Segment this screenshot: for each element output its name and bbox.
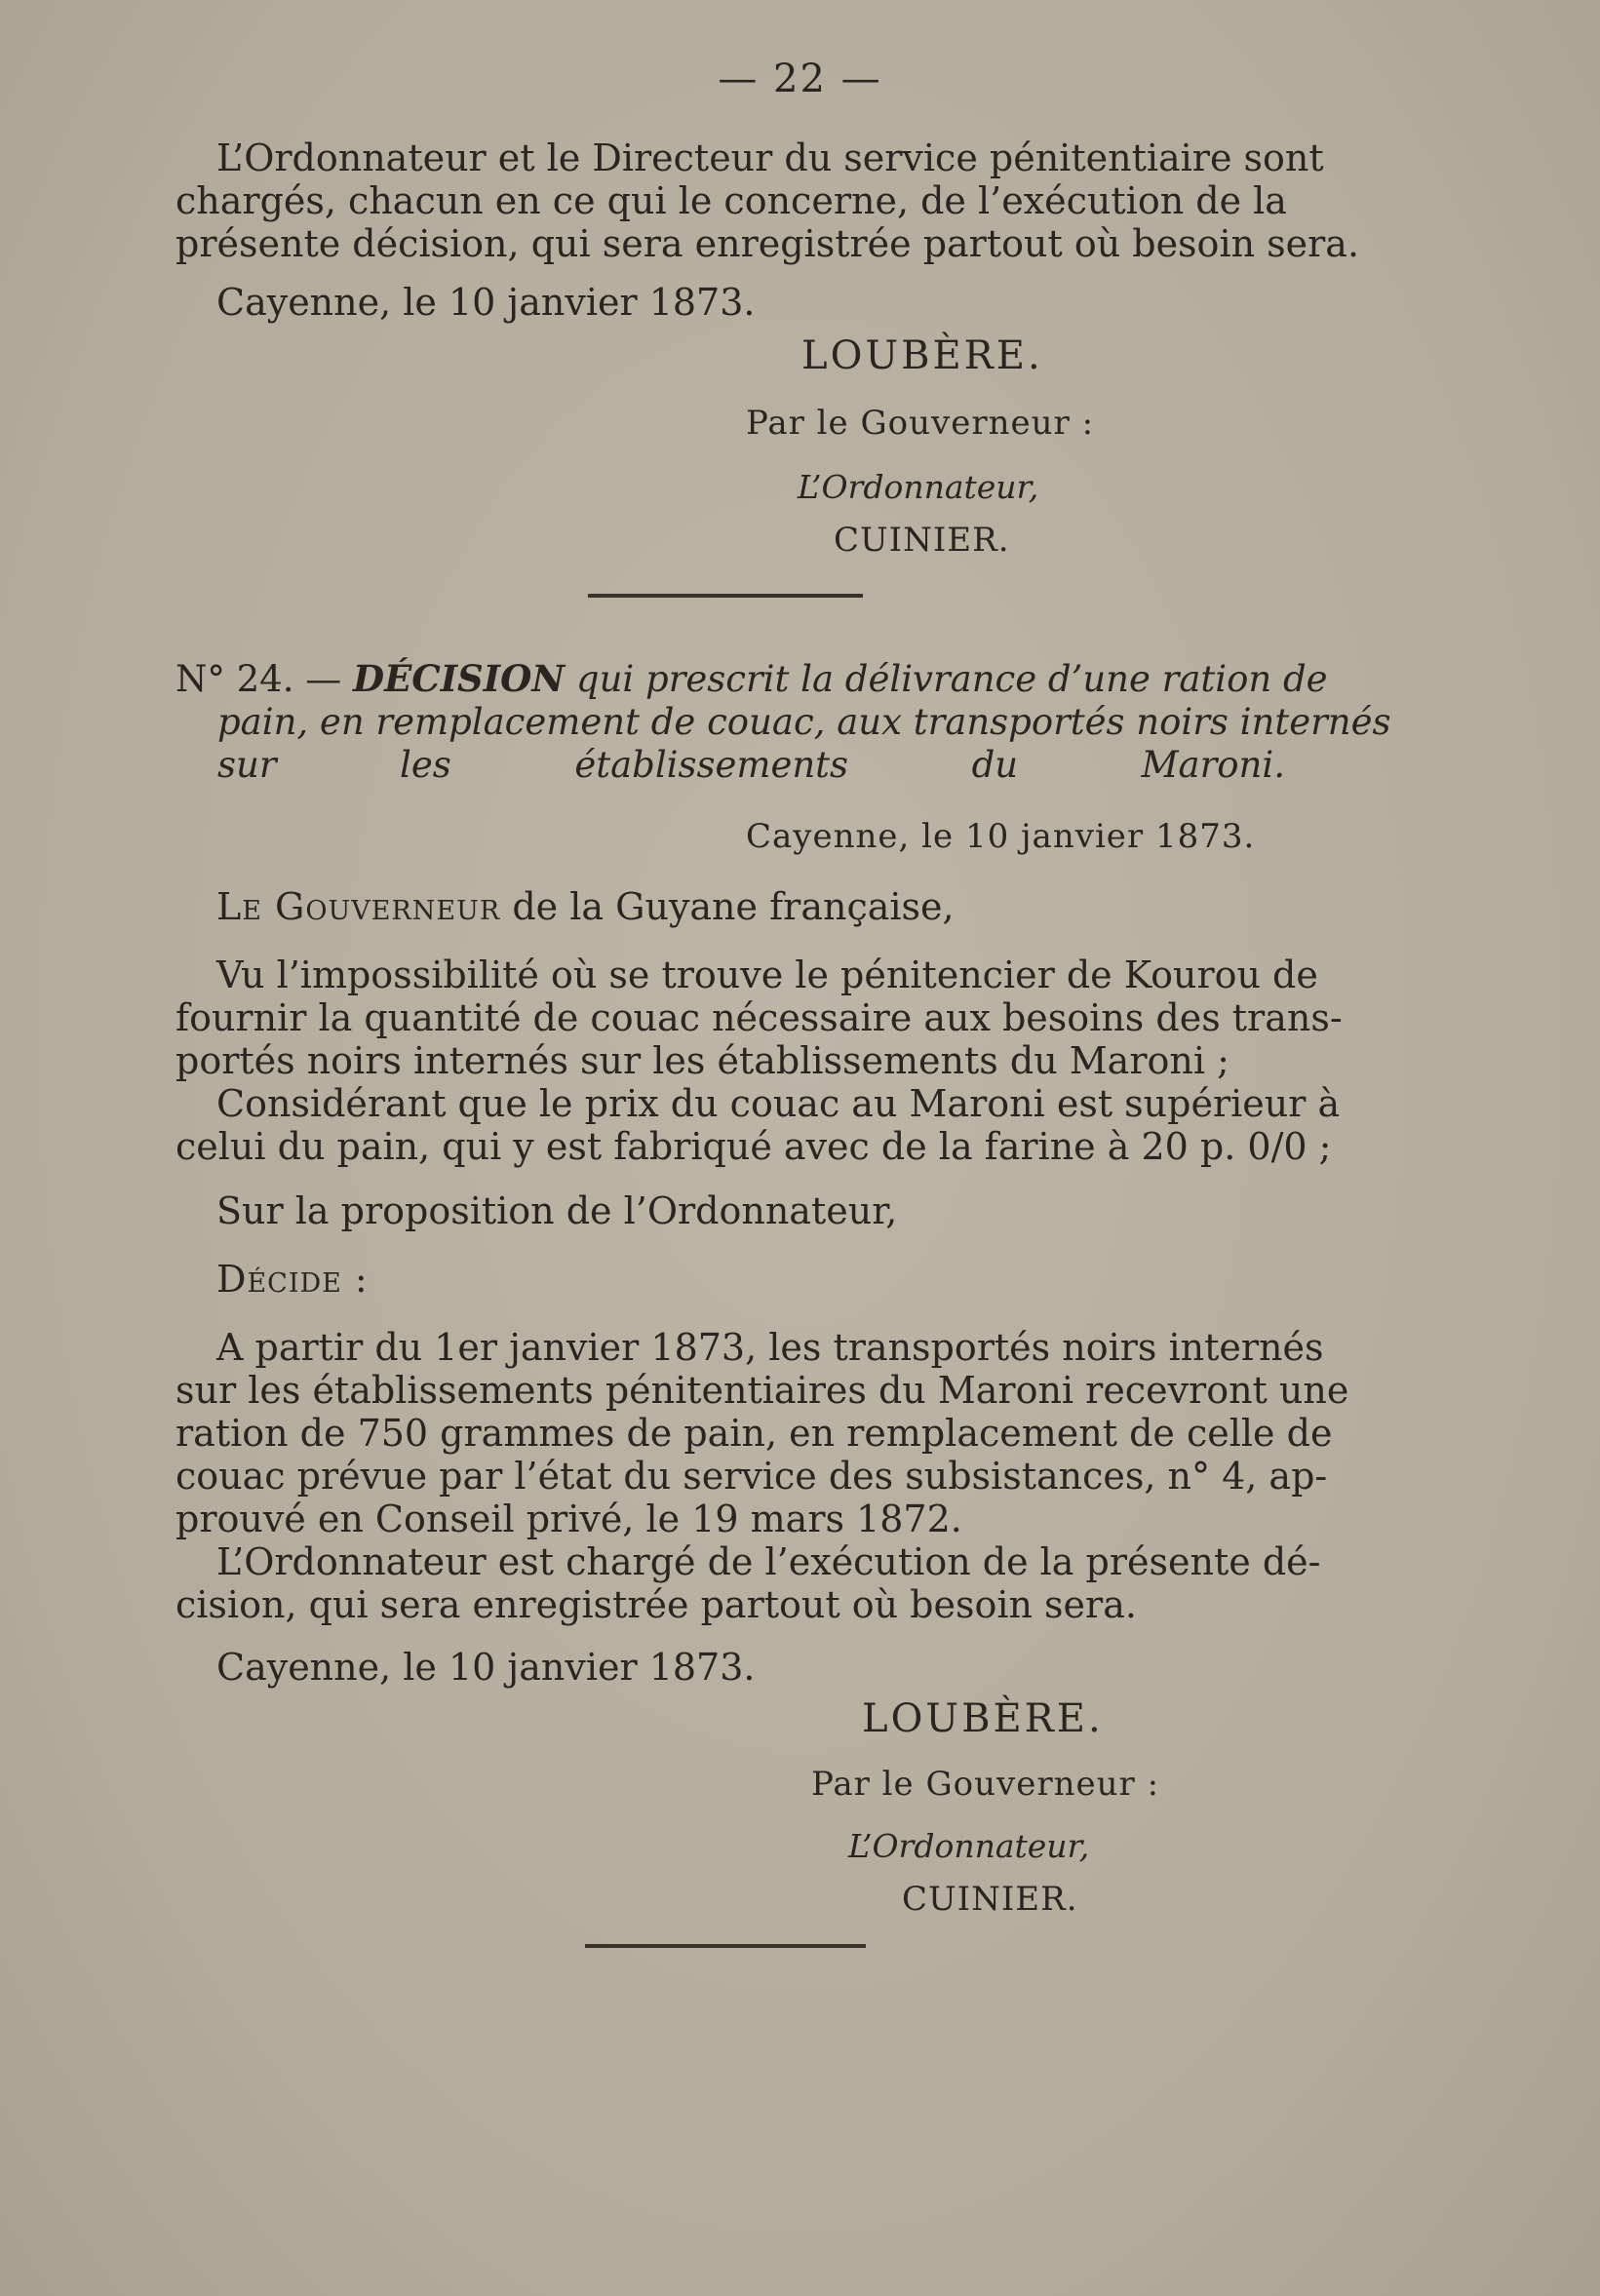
text-line: fournir la quantité de couac nécessaire aux besoins des trans- [176, 996, 1343, 1039]
signing-date: Cayenne, le 10 janvier 1873. [216, 281, 756, 324]
text-line: A partir du 1er janvier 1873, les transportés noirs internés [216, 1326, 1324, 1369]
text-line: L’Ordonnateur est chargé de l’exécution de la présente dé- [216, 1540, 1321, 1583]
par-le-gouverneur: Par le Gouverneur : [746, 404, 1095, 443]
text-line: chargés, chacun en ce qui le concerne, de l’exécution de la [176, 179, 1287, 222]
ordonnateur-title-2: L’Ordonnateur, [848, 1827, 1090, 1865]
text-line: portés noirs internés sur les établissements du Maroni ; [176, 1039, 1229, 1082]
governor-rest: de la Guyane française, [512, 885, 955, 928]
text-line: L’Ordonnateur et le Directeur du service pénitentiaire sont [216, 136, 1324, 179]
decision-number: N° 24. [176, 658, 294, 700]
heading-line: sur les établissements du Maroni. [217, 744, 1285, 786]
ordonnateur-signature: CUINIER. [834, 521, 1010, 560]
proposition-line: Sur la proposition de l’Ordonnateur, [216, 1189, 898, 1232]
text-line: présente décision, qui sera enregistrée partout où besoin sera. [176, 222, 1360, 265]
text-line: Considérant que le prix du couac au Maroni est supérieur à [216, 1082, 1341, 1125]
text-line: couac prévue par l’état du service des subsistances, n° 4, ap- [176, 1455, 1328, 1498]
execution-paragraph [176, 1540, 1321, 1626]
decision-heading [176, 657, 1391, 787]
par-le-gouverneur-2: Par le Gouverneur : [811, 1765, 1160, 1804]
vu-paragraph [176, 953, 1343, 1082]
signing-date-2: Cayenne, le 10 janvier 1873. [216, 1646, 756, 1689]
ordonnateur-signature-2: CUINIER. [902, 1880, 1078, 1919]
section-divider [588, 594, 863, 598]
text-line: cision, qui sera enregistrée partout où besoin sera. [176, 1583, 1137, 1626]
heading-line [176, 657, 1328, 701]
signature-governor-2: LOUBÈRE. [862, 1696, 1104, 1741]
ordonnateur-title: L’Ordonnateur, [798, 468, 1039, 506]
page-number: — 22 — [718, 57, 882, 101]
text-line: ration de 750 grammes de pain, en remplacement de celle de [176, 1412, 1333, 1455]
closing-paragraph [176, 136, 1360, 265]
governor-prefix: Le Gouverneur [216, 885, 501, 928]
heading-line: pain, en remplacement de couac, aux transportés noirs internés [217, 701, 1391, 743]
heading-rest: qui prescrit la délivrance d’une ration de [575, 658, 1328, 700]
text-line: Vu l’impossibilité où se trouve le pénitencier de Kourou de [216, 953, 1318, 996]
decision-place-date: Cayenne, le 10 janvier 1873. [746, 817, 1256, 856]
considerant-paragraph [176, 1082, 1341, 1168]
text-line: celui du pain, qui y est fabriqué avec de la farine à 20 p. 0/0 ; [176, 1125, 1332, 1168]
signature-governor: LOUBÈRE. [801, 333, 1043, 378]
heading-dash: — [305, 658, 342, 700]
decide-heading: Décide : [216, 1258, 369, 1301]
governor-line [216, 885, 955, 928]
text-line: sur les établissements pénitentiaires du Maroni recevront une [176, 1369, 1349, 1412]
section-divider-2 [585, 1944, 866, 1948]
decision-keyword: DÉCISION [353, 657, 566, 700]
text-line: prouvé en Conseil privé, le 19 mars 1872. [176, 1498, 962, 1540]
article-paragraph [176, 1326, 1349, 1540]
